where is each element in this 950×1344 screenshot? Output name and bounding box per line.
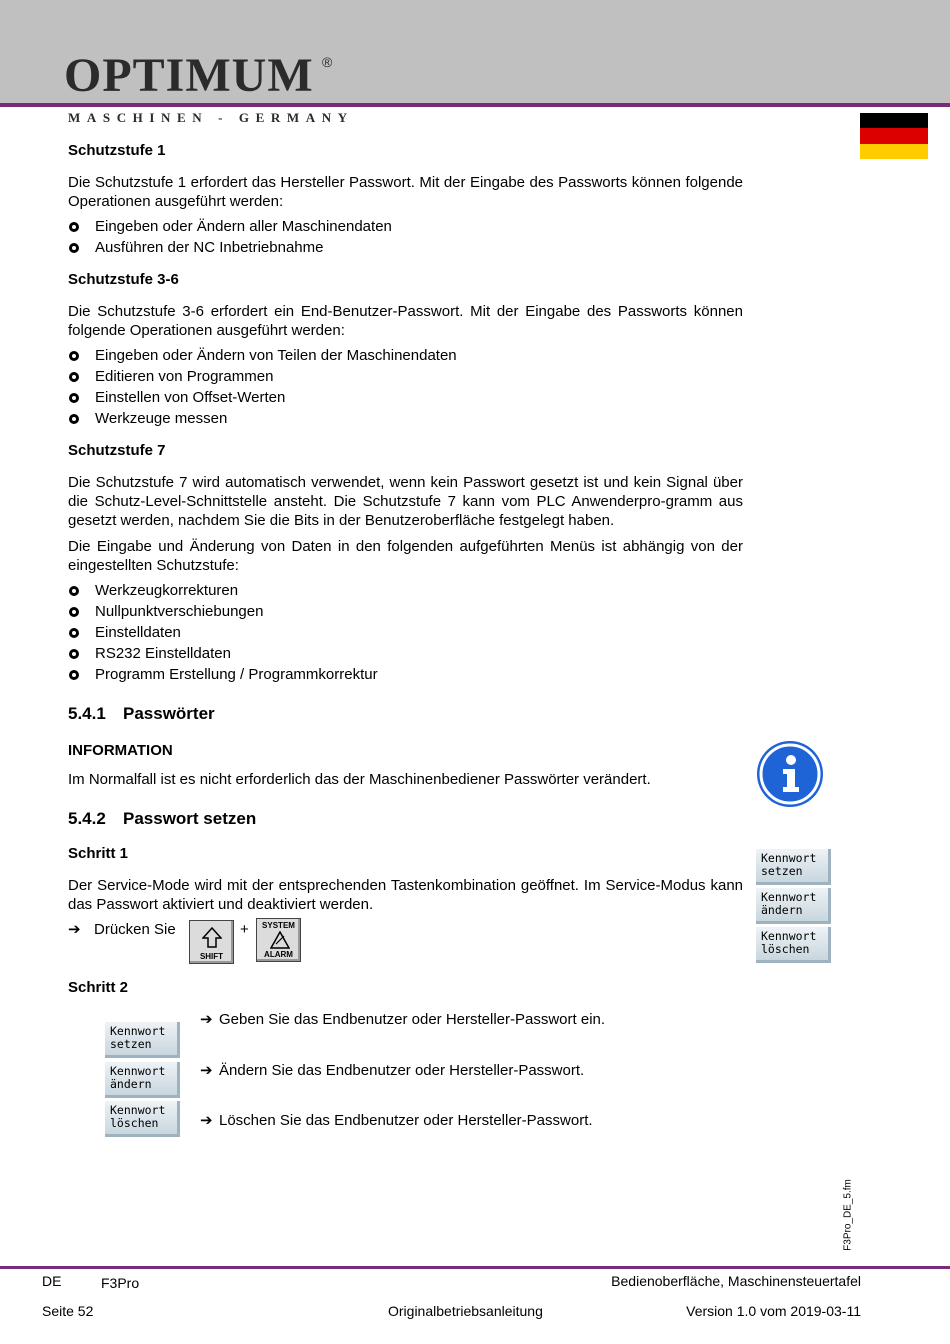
list-item: Editieren von Programmen bbox=[68, 367, 743, 388]
softkey-change-password[interactable]: Kennwort ändern bbox=[105, 1062, 180, 1098]
softkey-delete-password[interactable]: Kennwort löschen bbox=[105, 1101, 180, 1137]
action-set: ➔ Geben Sie das Endbenutzer oder Hersteller-Passwort ein. bbox=[200, 1011, 606, 1028]
action-delete: ➔ Löschen Sie das Endbenutzer oder Hersteller-Passwort. bbox=[200, 1112, 593, 1129]
list-item: Programm Erstellung / Programmkorrektur bbox=[68, 665, 743, 686]
arrow-right-icon: ➔ bbox=[200, 1011, 213, 1028]
list-item: Eingeben oder Ändern von Teilen der Maschinendaten bbox=[68, 346, 743, 367]
list-item: RS232 Einstelldaten bbox=[68, 644, 743, 665]
paragraph-schutzstufe-3-6: Die Schutzstufe 3-6 erfordert ein End-Benutzer-Passwort. Mit der Eingabe des Passworts können folgende Operationen ausgeführt werden: bbox=[68, 303, 743, 339]
list-item: Eingeben oder Ändern aller Maschinendaten bbox=[68, 217, 743, 238]
softkey-change-password[interactable]: Kennwort ändern bbox=[756, 888, 831, 924]
info-icon bbox=[757, 741, 823, 807]
footer-product: F3Pro bbox=[101, 1275, 140, 1291]
flag-stripe-gold bbox=[860, 144, 928, 159]
footer-page-number: Seite 52 bbox=[42, 1303, 94, 1319]
footer-version: Version 1.0 vom 2019-03-11 bbox=[686, 1303, 861, 1319]
footer-language: DE bbox=[42, 1273, 62, 1289]
section-heading-5-4-1 bbox=[68, 704, 743, 723]
list-item: Einstelldaten bbox=[68, 623, 743, 644]
flag-stripe-black bbox=[860, 113, 928, 128]
step-2-heading: Schritt 2 bbox=[68, 979, 129, 996]
paragraph-schutzstufe-7-menus: Die Eingabe und Änderung von Daten in den folgenden aufgeführten Menüs ist abhängig von der eingestellten Schutzstufe: bbox=[68, 538, 743, 574]
section-number: 5.4.1 bbox=[68, 704, 106, 723]
alarm-triangle-icon bbox=[270, 931, 290, 949]
footer-divider bbox=[0, 1266, 950, 1269]
section-title: Passwörter bbox=[123, 704, 215, 723]
step-1-text: Der Service-Mode wird mit der entsprechenden Tastenkombination geöffnet. Im Service-Modus kann das Passwort aktiviert und deaktiviert werden. bbox=[68, 877, 743, 913]
shift-arrow-icon bbox=[202, 927, 222, 949]
info-text: Im Normalfall ist es nicht erforderlich das der Maschinenbediener Passwörter verändert. bbox=[68, 771, 651, 788]
action-change: ➔ Ändern Sie das Endbenutzer oder Hersteller-Passwort. bbox=[200, 1062, 585, 1079]
plus-sign: + bbox=[240, 921, 249, 938]
section-heading-5-4-2 bbox=[68, 809, 743, 828]
brand-logo: OPTIMUM bbox=[64, 49, 314, 102]
list-item: Nullpunktverschiebungen bbox=[68, 602, 743, 623]
german-flag-icon bbox=[860, 113, 928, 159]
footer-chapter: Bedienoberfläche, Maschinensteuertafel bbox=[611, 1273, 861, 1289]
arrow-right-icon: ➔ bbox=[200, 1112, 213, 1129]
list-schutzstufe-3-6 bbox=[68, 346, 743, 430]
list-item: Werkzeuge messen bbox=[68, 409, 743, 430]
registered-mark: ® bbox=[322, 54, 333, 70]
list-schutzstufe-1 bbox=[68, 217, 743, 259]
list-item: Werkzeugkorrekturen bbox=[68, 581, 743, 602]
arrow-right-icon: ➔ bbox=[200, 1062, 213, 1079]
softkey-set-password[interactable]: Kennwort setzen bbox=[105, 1022, 180, 1058]
softkey-delete-password[interactable]: Kennwort löschen bbox=[756, 927, 831, 963]
system-alarm-key[interactable]: SYSTEM ALARM bbox=[256, 918, 301, 962]
paragraph-schutzstufe-7: Die Schutzstufe 7 wird automatisch verwendet, wenn kein Passwort gesetzt ist und kein Signal über die Schutz-Level-Schnittstelle ansteht. Die Schutzstufe 7 kann vom PLC Anwenderpro-gramm aus gesetzt werden, nachdem Sie die Bits in der Benutzeroberfläche festgelegt haben. bbox=[68, 474, 743, 529]
section-number: 5.4.2 bbox=[68, 809, 106, 828]
press-instruction: ➔ Drücken Sie bbox=[68, 921, 176, 938]
heading-schutzstufe-1: Schutzstufe 1 bbox=[68, 142, 166, 159]
softkey-set-password[interactable]: Kennwort setzen bbox=[756, 849, 831, 885]
heading-schutzstufe-7: Schutzstufe 7 bbox=[68, 442, 166, 459]
list-schutzstufe-7 bbox=[68, 581, 743, 686]
arrow-right-icon: ➔ bbox=[68, 921, 81, 938]
paragraph-schutzstufe-1: Die Schutzstufe 1 erfordert das Hersteller Passwort. Mit der Eingabe des Passworts können folgende Operationen ausgeführt werden: bbox=[68, 174, 743, 210]
heading-schutzstufe-3-6: Schutzstufe 3-6 bbox=[68, 271, 179, 288]
footer-document-type: Originalbetriebsanleitung bbox=[388, 1303, 543, 1319]
info-heading: INFORMATION bbox=[68, 742, 173, 759]
brand-subtitle: MASCHINEN - GERMANY bbox=[68, 110, 354, 125]
section-title: Passwort setzen bbox=[123, 809, 257, 828]
step-1-heading: Schritt 1 bbox=[68, 845, 129, 862]
list-item: Einstellen von Offset-Werten bbox=[68, 388, 743, 409]
flag-stripe-red bbox=[860, 128, 928, 143]
shift-key[interactable]: SHIFT bbox=[189, 920, 234, 964]
list-item: Ausführen der NC Inbetriebnahme bbox=[68, 238, 743, 259]
file-name-note: F3Pro_DE_5.fm bbox=[842, 1179, 854, 1251]
